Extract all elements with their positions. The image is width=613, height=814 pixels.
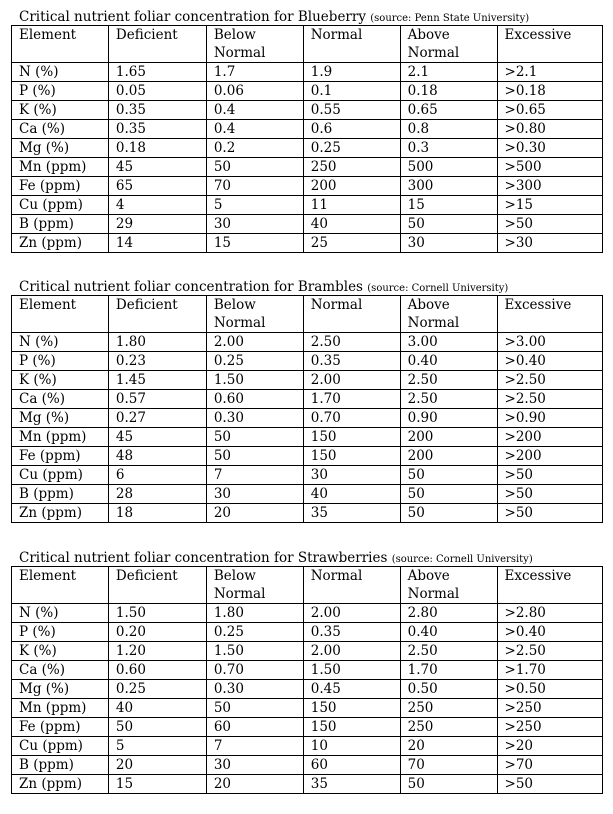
cell-excessive: >250 (497, 718, 602, 737)
cell-deficient: 45 (108, 158, 206, 177)
column-header-element: Element (12, 26, 109, 63)
cell-excessive: >0.65 (497, 101, 602, 120)
cell-element: Cu (ppm) (12, 737, 109, 756)
cell-normal: 2.00 (303, 604, 400, 623)
cell-excessive: >50 (497, 504, 602, 523)
cell-above-normal: 0.40 (400, 623, 497, 642)
table-row (12, 466, 603, 485)
table-source: (source: Cornell University) (367, 283, 509, 294)
table-row (12, 196, 603, 215)
cell-below-normal: 70 (206, 177, 303, 196)
cell-element: Mn (ppm) (12, 428, 109, 447)
cell-normal: 1.50 (303, 661, 400, 680)
cell-excessive: >0.40 (497, 352, 602, 371)
cell-deficient: 4 (108, 196, 206, 215)
table-title (11, 550, 603, 566)
table-row (12, 390, 603, 409)
cell-element: Ca (%) (12, 661, 109, 680)
table-row (12, 63, 603, 82)
cell-below-normal: 0.25 (206, 623, 303, 642)
cell-below-normal: 0.25 (206, 352, 303, 371)
cell-normal: 150 (303, 718, 400, 737)
cell-below-normal: 50 (206, 447, 303, 466)
cell-normal: 0.35 (303, 623, 400, 642)
cell-element: Ca (%) (12, 390, 109, 409)
cell-normal: 0.45 (303, 680, 400, 699)
cell-element: K (%) (12, 371, 109, 390)
cell-deficient: 0.35 (108, 101, 206, 120)
cell-normal: 0.1 (303, 82, 400, 101)
cell-excessive: >0.18 (497, 82, 602, 101)
column-header-normal: Normal (303, 567, 400, 604)
table-row (12, 428, 603, 447)
cell-deficient: 15 (108, 775, 206, 794)
table-row (12, 661, 603, 680)
cell-element: Zn (ppm) (12, 775, 109, 794)
cell-deficient: 48 (108, 447, 206, 466)
cell-deficient: 0.60 (108, 661, 206, 680)
cell-excessive: >2.50 (497, 642, 602, 661)
cell-normal: 0.35 (303, 352, 400, 371)
cell-excessive: >2.1 (497, 63, 602, 82)
cell-excessive: >0.90 (497, 409, 602, 428)
cell-normal: 60 (303, 756, 400, 775)
cell-normal: 150 (303, 447, 400, 466)
table-row (12, 82, 603, 101)
cell-normal: 2.00 (303, 371, 400, 390)
cell-below-normal: 0.2 (206, 139, 303, 158)
cell-element: Fe (ppm) (12, 177, 109, 196)
cell-above-normal: 250 (400, 718, 497, 737)
cell-element: Mg (%) (12, 139, 109, 158)
table-title (11, 279, 603, 295)
cell-deficient: 1.20 (108, 642, 206, 661)
cell-above-normal: 70 (400, 756, 497, 775)
cell-excessive: >1.70 (497, 661, 602, 680)
column-header-above-normal: Above Normal (400, 567, 497, 604)
cell-above-normal: 2.50 (400, 642, 497, 661)
cell-deficient: 0.35 (108, 120, 206, 139)
cell-excessive: >50 (497, 215, 602, 234)
cell-normal: 40 (303, 485, 400, 504)
cell-element: N (%) (12, 333, 109, 352)
cell-above-normal: 200 (400, 447, 497, 466)
cell-above-normal: 30 (400, 234, 497, 253)
cell-element: Mn (ppm) (12, 699, 109, 718)
cell-below-normal: 7 (206, 737, 303, 756)
cell-deficient: 45 (108, 428, 206, 447)
cell-deficient: 29 (108, 215, 206, 234)
cell-below-normal: 7 (206, 466, 303, 485)
cell-element: K (%) (12, 101, 109, 120)
header-row (12, 26, 603, 63)
cell-above-normal: 500 (400, 158, 497, 177)
cell-element: N (%) (12, 63, 109, 82)
cell-above-normal: 1.70 (400, 661, 497, 680)
cell-element: P (%) (12, 82, 109, 101)
table-row (12, 642, 603, 661)
column-header-above-normal: Above Normal (400, 26, 497, 63)
cell-normal: 1.70 (303, 390, 400, 409)
table-row (12, 623, 603, 642)
brambles-section (11, 279, 603, 523)
cell-above-normal: 0.50 (400, 680, 497, 699)
cell-deficient: 0.20 (108, 623, 206, 642)
table-row (12, 775, 603, 794)
cell-excessive: >20 (497, 737, 602, 756)
cell-below-normal: 30 (206, 215, 303, 234)
cell-excessive: >500 (497, 158, 602, 177)
cell-normal: 30 (303, 466, 400, 485)
cell-above-normal: 2.50 (400, 371, 497, 390)
table-title-text: Critical nutrient foliar concentration for Blueberry (19, 9, 366, 25)
cell-excessive: >200 (497, 447, 602, 466)
cell-element: K (%) (12, 642, 109, 661)
cell-normal: 40 (303, 215, 400, 234)
table-row (12, 447, 603, 466)
cell-excessive: >250 (497, 699, 602, 718)
cell-below-normal: 20 (206, 775, 303, 794)
cell-deficient: 5 (108, 737, 206, 756)
cell-below-normal: 50 (206, 699, 303, 718)
column-header-below-normal: Below Normal (206, 296, 303, 333)
cell-above-normal: 50 (400, 215, 497, 234)
table-row (12, 485, 603, 504)
cell-below-normal: 1.7 (206, 63, 303, 82)
cell-excessive: >0.50 (497, 680, 602, 699)
cell-deficient: 0.05 (108, 82, 206, 101)
table-row (12, 215, 603, 234)
cell-above-normal: 0.8 (400, 120, 497, 139)
table-row (12, 680, 603, 699)
cell-above-normal: 20 (400, 737, 497, 756)
table-row (12, 699, 603, 718)
cell-below-normal: 50 (206, 428, 303, 447)
cell-above-normal: 0.40 (400, 352, 497, 371)
column-header-normal: Normal (303, 296, 400, 333)
cell-excessive: >50 (497, 466, 602, 485)
column-header-element: Element (12, 296, 109, 333)
cell-excessive: >3.00 (497, 333, 602, 352)
cell-deficient: 1.80 (108, 333, 206, 352)
table-row (12, 737, 603, 756)
column-header-deficient: Deficient (108, 26, 206, 63)
cell-element: Cu (ppm) (12, 466, 109, 485)
cell-element: Cu (ppm) (12, 196, 109, 215)
cell-deficient: 0.18 (108, 139, 206, 158)
cell-above-normal: 2.80 (400, 604, 497, 623)
cell-below-normal: 15 (206, 234, 303, 253)
cell-above-normal: 0.90 (400, 409, 497, 428)
column-header-deficient: Deficient (108, 296, 206, 333)
cell-excessive: >0.40 (497, 623, 602, 642)
cell-below-normal: 20 (206, 504, 303, 523)
table-row (12, 756, 603, 775)
table-row (12, 371, 603, 390)
table-title-text: Critical nutrient foliar concentration for Strawberries (19, 550, 388, 566)
cell-excessive: >15 (497, 196, 602, 215)
table-source: (source: Penn State University) (370, 13, 530, 24)
cell-element: Fe (ppm) (12, 718, 109, 737)
cell-below-normal: 30 (206, 485, 303, 504)
cell-element: B (ppm) (12, 215, 109, 234)
cell-element: Mg (%) (12, 680, 109, 699)
cell-excessive: >2.80 (497, 604, 602, 623)
cell-element: B (ppm) (12, 485, 109, 504)
cell-above-normal: 50 (400, 485, 497, 504)
brambles-table (11, 295, 603, 523)
cell-element: N (%) (12, 604, 109, 623)
cell-deficient: 20 (108, 756, 206, 775)
cell-deficient: 28 (108, 485, 206, 504)
cell-above-normal: 200 (400, 428, 497, 447)
table-title-text: Critical nutrient foliar concentration for Brambles (19, 279, 363, 295)
cell-below-normal: 1.50 (206, 642, 303, 661)
cell-excessive: >70 (497, 756, 602, 775)
column-header-excessive: Excessive (497, 567, 602, 604)
cell-below-normal: 0.06 (206, 82, 303, 101)
cell-normal: 11 (303, 196, 400, 215)
cell-element: Fe (ppm) (12, 447, 109, 466)
cell-below-normal: 1.50 (206, 371, 303, 390)
cell-excessive: >2.50 (497, 390, 602, 409)
cell-above-normal: 0.3 (400, 139, 497, 158)
cell-normal: 25 (303, 234, 400, 253)
table-row (12, 139, 603, 158)
cell-normal: 10 (303, 737, 400, 756)
cell-deficient: 65 (108, 177, 206, 196)
cell-below-normal: 0.30 (206, 409, 303, 428)
cell-deficient: 0.57 (108, 390, 206, 409)
cell-below-normal: 5 (206, 196, 303, 215)
cell-above-normal: 50 (400, 466, 497, 485)
cell-below-normal: 2.00 (206, 333, 303, 352)
table-row (12, 718, 603, 737)
cell-above-normal: 0.65 (400, 101, 497, 120)
table-row (12, 234, 603, 253)
column-header-normal: Normal (303, 26, 400, 63)
column-header-excessive: Excessive (497, 26, 602, 63)
cell-above-normal: 250 (400, 699, 497, 718)
blueberry-table (11, 25, 603, 253)
cell-above-normal: 50 (400, 775, 497, 794)
cell-deficient: 0.23 (108, 352, 206, 371)
cell-normal: 0.55 (303, 101, 400, 120)
cell-element: Mg (%) (12, 409, 109, 428)
cell-normal: 1.9 (303, 63, 400, 82)
column-header-excessive: Excessive (497, 296, 602, 333)
header-row (12, 567, 603, 604)
cell-excessive: >50 (497, 485, 602, 504)
cell-excessive: >300 (497, 177, 602, 196)
strawberries-table (11, 566, 603, 794)
cell-normal: 200 (303, 177, 400, 196)
cell-deficient: 1.45 (108, 371, 206, 390)
column-header-deficient: Deficient (108, 567, 206, 604)
column-header-below-normal: Below Normal (206, 567, 303, 604)
cell-below-normal: 0.4 (206, 101, 303, 120)
cell-below-normal: 1.80 (206, 604, 303, 623)
header-row (12, 296, 603, 333)
cell-normal: 35 (303, 775, 400, 794)
cell-element: B (ppm) (12, 756, 109, 775)
cell-normal: 35 (303, 504, 400, 523)
cell-excessive: >0.30 (497, 139, 602, 158)
cell-above-normal: 15 (400, 196, 497, 215)
cell-below-normal: 0.4 (206, 120, 303, 139)
table-row (12, 177, 603, 196)
cell-below-normal: 0.60 (206, 390, 303, 409)
cell-normal: 150 (303, 699, 400, 718)
strawberries-section (11, 550, 603, 794)
blueberry-section (11, 9, 603, 253)
cell-deficient: 6 (108, 466, 206, 485)
cell-element: Zn (ppm) (12, 504, 109, 523)
cell-below-normal: 60 (206, 718, 303, 737)
cell-deficient: 50 (108, 718, 206, 737)
cell-deficient: 40 (108, 699, 206, 718)
table-row (12, 504, 603, 523)
cell-above-normal: 50 (400, 504, 497, 523)
cell-excessive: >2.50 (497, 371, 602, 390)
table-row (12, 120, 603, 139)
cell-deficient: 1.50 (108, 604, 206, 623)
table-row (12, 101, 603, 120)
cell-element: Ca (%) (12, 120, 109, 139)
cell-element: P (%) (12, 623, 109, 642)
cell-excessive: >0.80 (497, 120, 602, 139)
cell-above-normal: 2.50 (400, 390, 497, 409)
cell-above-normal: 300 (400, 177, 497, 196)
cell-deficient: 14 (108, 234, 206, 253)
cell-element: P (%) (12, 352, 109, 371)
cell-deficient: 0.27 (108, 409, 206, 428)
cell-above-normal: 0.18 (400, 82, 497, 101)
cell-normal: 0.70 (303, 409, 400, 428)
table-row (12, 604, 603, 623)
table-row (12, 352, 603, 371)
cell-normal: 0.25 (303, 139, 400, 158)
cell-below-normal: 0.70 (206, 661, 303, 680)
cell-normal: 0.6 (303, 120, 400, 139)
cell-normal: 150 (303, 428, 400, 447)
cell-below-normal: 50 (206, 158, 303, 177)
cell-element: Mn (ppm) (12, 158, 109, 177)
cell-excessive: >200 (497, 428, 602, 447)
cell-normal: 250 (303, 158, 400, 177)
table-row (12, 409, 603, 428)
table-row (12, 158, 603, 177)
cell-deficient: 0.25 (108, 680, 206, 699)
column-header-above-normal: Above Normal (400, 296, 497, 333)
cell-normal: 2.50 (303, 333, 400, 352)
cell-normal: 2.00 (303, 642, 400, 661)
column-header-element: Element (12, 567, 109, 604)
cell-excessive: >30 (497, 234, 602, 253)
cell-above-normal: 2.1 (400, 63, 497, 82)
cell-element: Zn (ppm) (12, 234, 109, 253)
cell-deficient: 18 (108, 504, 206, 523)
table-source: (source: Cornell University) (391, 554, 533, 565)
cell-excessive: >50 (497, 775, 602, 794)
cell-above-normal: 3.00 (400, 333, 497, 352)
cell-below-normal: 30 (206, 756, 303, 775)
cell-below-normal: 0.30 (206, 680, 303, 699)
table-title (11, 9, 603, 25)
column-header-below-normal: Below Normal (206, 26, 303, 63)
cell-deficient: 1.65 (108, 63, 206, 82)
table-row (12, 333, 603, 352)
